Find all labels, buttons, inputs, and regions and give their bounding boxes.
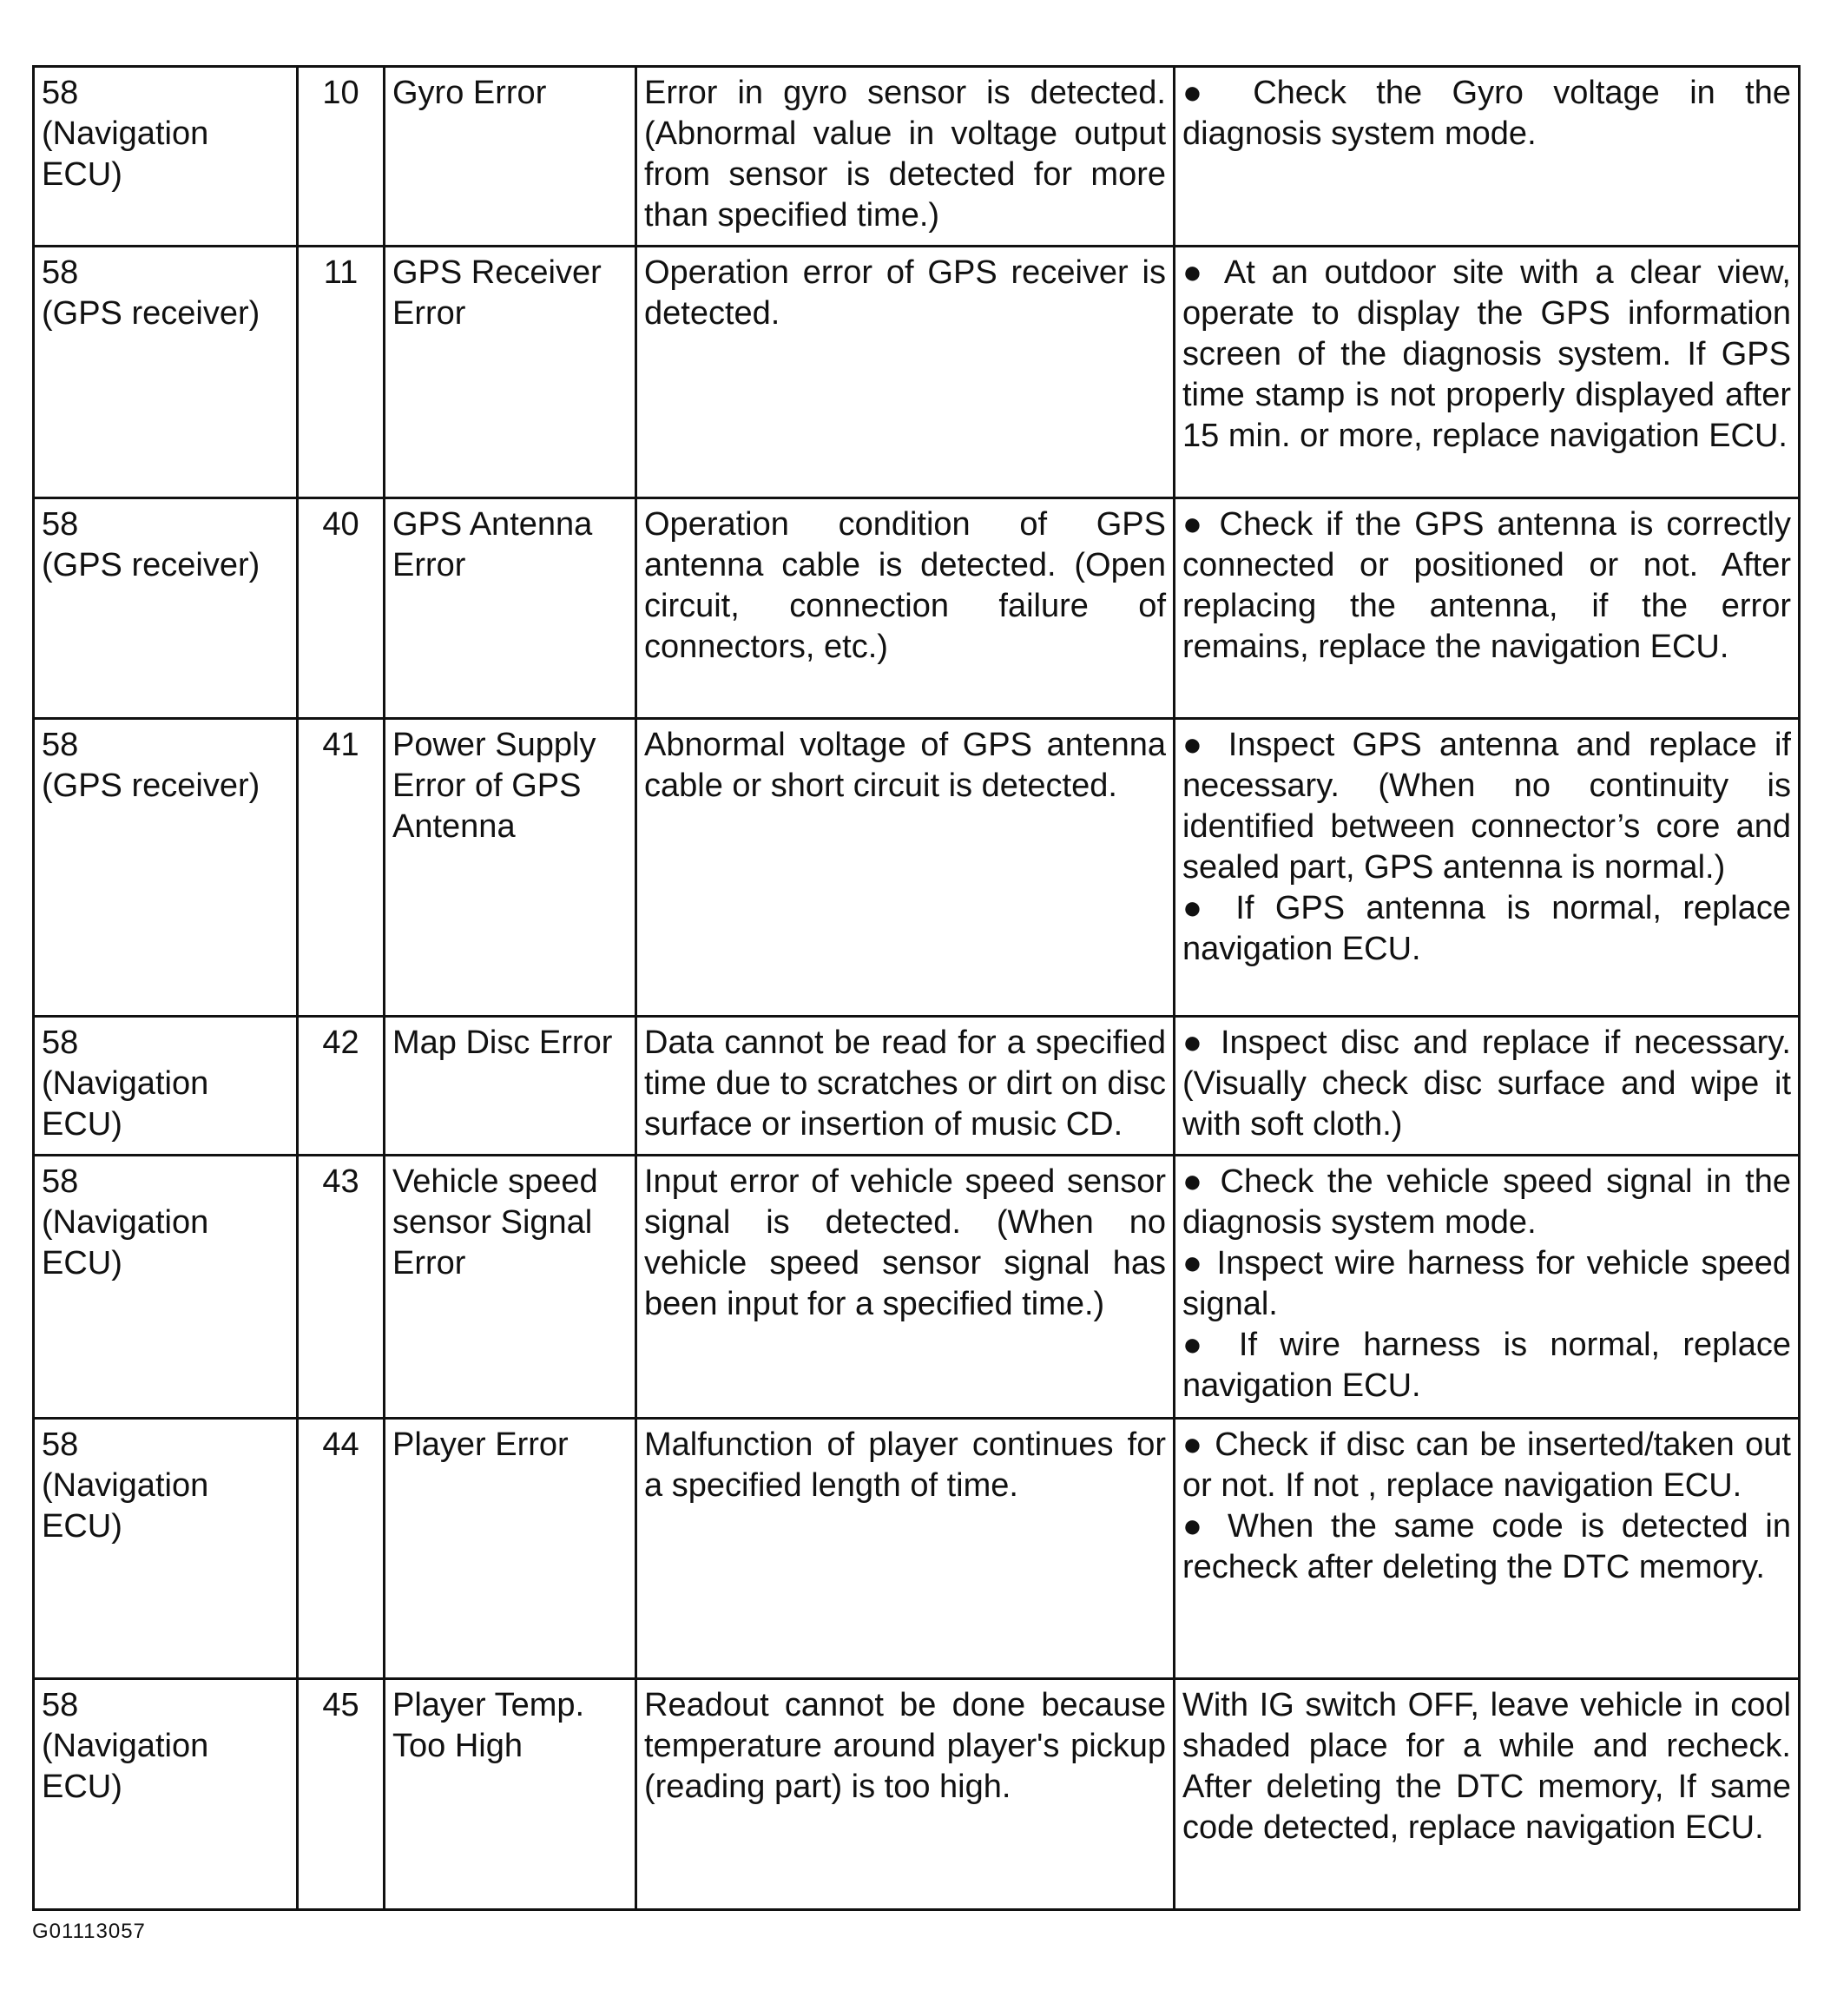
code-number: 58: [42, 1024, 79, 1061]
dtc-number: 42: [298, 1017, 385, 1156]
table-row: [34, 1679, 1800, 1910]
detection-condition: Input error of vehicle speed sensor signal is detected. (When no vehicle speed sensor signal has been input for a specified time.): [636, 1156, 1175, 1419]
detection-condition: Data cannot be read for a specified time due to scratches or dirt on disc surface or insertion of music CD.: [636, 1017, 1175, 1156]
check-item: [1175, 1156, 1800, 1419]
detection-condition: Malfunction of player continues for a specified length of time.: [636, 1419, 1175, 1679]
table-row: [34, 67, 1800, 247]
table-row: [34, 247, 1800, 498]
diagnosis-item: GPS Antenna Error: [385, 498, 636, 719]
code-cell: [34, 67, 298, 247]
check-item: [1175, 719, 1800, 1017]
dtc-number: 10: [298, 67, 385, 247]
detection-condition: Operation error of GPS receiver is detected.: [636, 247, 1175, 498]
dtc-number: 45: [298, 1679, 385, 1910]
diagnosis-item: Player Temp. Too High: [385, 1679, 636, 1910]
code-unit: (Navigation ECU): [42, 115, 209, 193]
diagnosis-item: Player Error: [385, 1419, 636, 1679]
dtc-table-body: [34, 67, 1800, 1910]
check-line: ● Inspect wire harness for vehicle speed signal.: [1182, 1245, 1791, 1322]
code-unit: (Navigation ECU): [42, 1728, 209, 1805]
check-line: ● If wire harness is normal, replace navigation ECU.: [1182, 1327, 1791, 1404]
diagnosis-item: Map Disc Error: [385, 1017, 636, 1156]
check-line: ● Check if disc can be inserted/taken out or not. If not , replace navigation ECU.: [1182, 1426, 1791, 1504]
code-unit: (Navigation ECU): [42, 1065, 209, 1143]
detection-condition: Abnormal voltage of GPS antenna cable or short circuit is detected.: [636, 719, 1175, 1017]
check-item: [1175, 1017, 1800, 1156]
code-unit: (Navigation ECU): [42, 1467, 209, 1545]
code-cell: [34, 1156, 298, 1419]
check-line: ● When the same code is detected in recheck after deleting the DTC memory.: [1182, 1508, 1791, 1585]
check-item: [1175, 67, 1800, 247]
table-row: [34, 1156, 1800, 1419]
check-item: [1175, 498, 1800, 719]
code-number: 58: [42, 1426, 79, 1463]
diagnosis-item: Gyro Error: [385, 67, 636, 247]
dtc-number: 40: [298, 498, 385, 719]
code-cell: [34, 1679, 298, 1910]
code-number: 58: [42, 254, 79, 291]
table-row: [34, 498, 1800, 719]
check-line: ● Inspect disc and replace if necessary. (Visually check disc surface and wipe it with soft cloth.): [1182, 1024, 1791, 1143]
code-unit: (GPS receiver): [42, 547, 260, 583]
diagnosis-item: Power Supply Error of GPS Antenna: [385, 719, 636, 1017]
check-line: ● Check the vehicle speed signal in the diagnosis system mode.: [1182, 1163, 1791, 1241]
code-unit: (GPS receiver): [42, 295, 260, 332]
code-cell: [34, 247, 298, 498]
check-line: ● At an outdoor site with a clear view, operate to display the GPS information screen of the diagnosis system. If GPS time stamp is not properly displayed after 15 min. or more, replace navigation ECU.: [1182, 254, 1791, 454]
table-row: [34, 719, 1800, 1017]
table-row: [34, 1017, 1800, 1156]
code-cell: [34, 498, 298, 719]
dtc-number: 41: [298, 719, 385, 1017]
code-number: 58: [42, 75, 79, 111]
dtc-table: [32, 65, 1801, 1911]
diagnosis-item: GPS Receiver Error: [385, 247, 636, 498]
detection-condition: Readout cannot be done because temperature around player's pickup (reading part) is too high.: [636, 1679, 1175, 1910]
check-item: [1175, 1679, 1800, 1910]
check-line: ● Inspect GPS antenna and replace if necessary. (When no continuity is identified between connector’s core and sealed part, GPS antenna is normal.): [1182, 727, 1791, 886]
check-item: [1175, 1419, 1800, 1679]
code-cell: [34, 1017, 298, 1156]
code-cell: [34, 719, 298, 1017]
figure-id: G01113057: [32, 1920, 146, 1943]
code-number: 58: [42, 1163, 79, 1200]
code-number: 58: [42, 1687, 79, 1723]
check-line: ● Check the Gyro voltage in the diagnosis system mode.: [1182, 75, 1791, 152]
code-number: 58: [42, 506, 79, 543]
code-unit: (Navigation ECU): [42, 1204, 209, 1281]
detection-condition: Operation condition of GPS antenna cable is detected. (Open circuit, connection failure of connectors, etc.): [636, 498, 1175, 719]
code-unit: (GPS receiver): [42, 768, 260, 804]
dtc-number: 11: [298, 247, 385, 498]
check-line: With IG switch OFF, leave vehicle in cool shaded place for a while and recheck. After deleting the DTC memory, If same code detected, replace navigation ECU.: [1182, 1687, 1791, 1846]
check-item: [1175, 247, 1800, 498]
code-number: 58: [42, 727, 79, 763]
check-line: ● If GPS antenna is normal, replace navigation ECU.: [1182, 890, 1791, 967]
dtc-number: 43: [298, 1156, 385, 1419]
check-line: ● Check if the GPS antenna is correctly connected or positioned or not. After replacing the antenna, if the error remains, replace the navigation ECU.: [1182, 506, 1791, 665]
detection-condition: Error in gyro sensor is detected. (Abnormal value in voltage output from sensor is detected for more than specified time.): [636, 67, 1175, 247]
code-cell: [34, 1419, 298, 1679]
diagnosis-item: Vehicle speed sensor Signal Error: [385, 1156, 636, 1419]
dtc-number: 44: [298, 1419, 385, 1679]
table-row: [34, 1419, 1800, 1679]
